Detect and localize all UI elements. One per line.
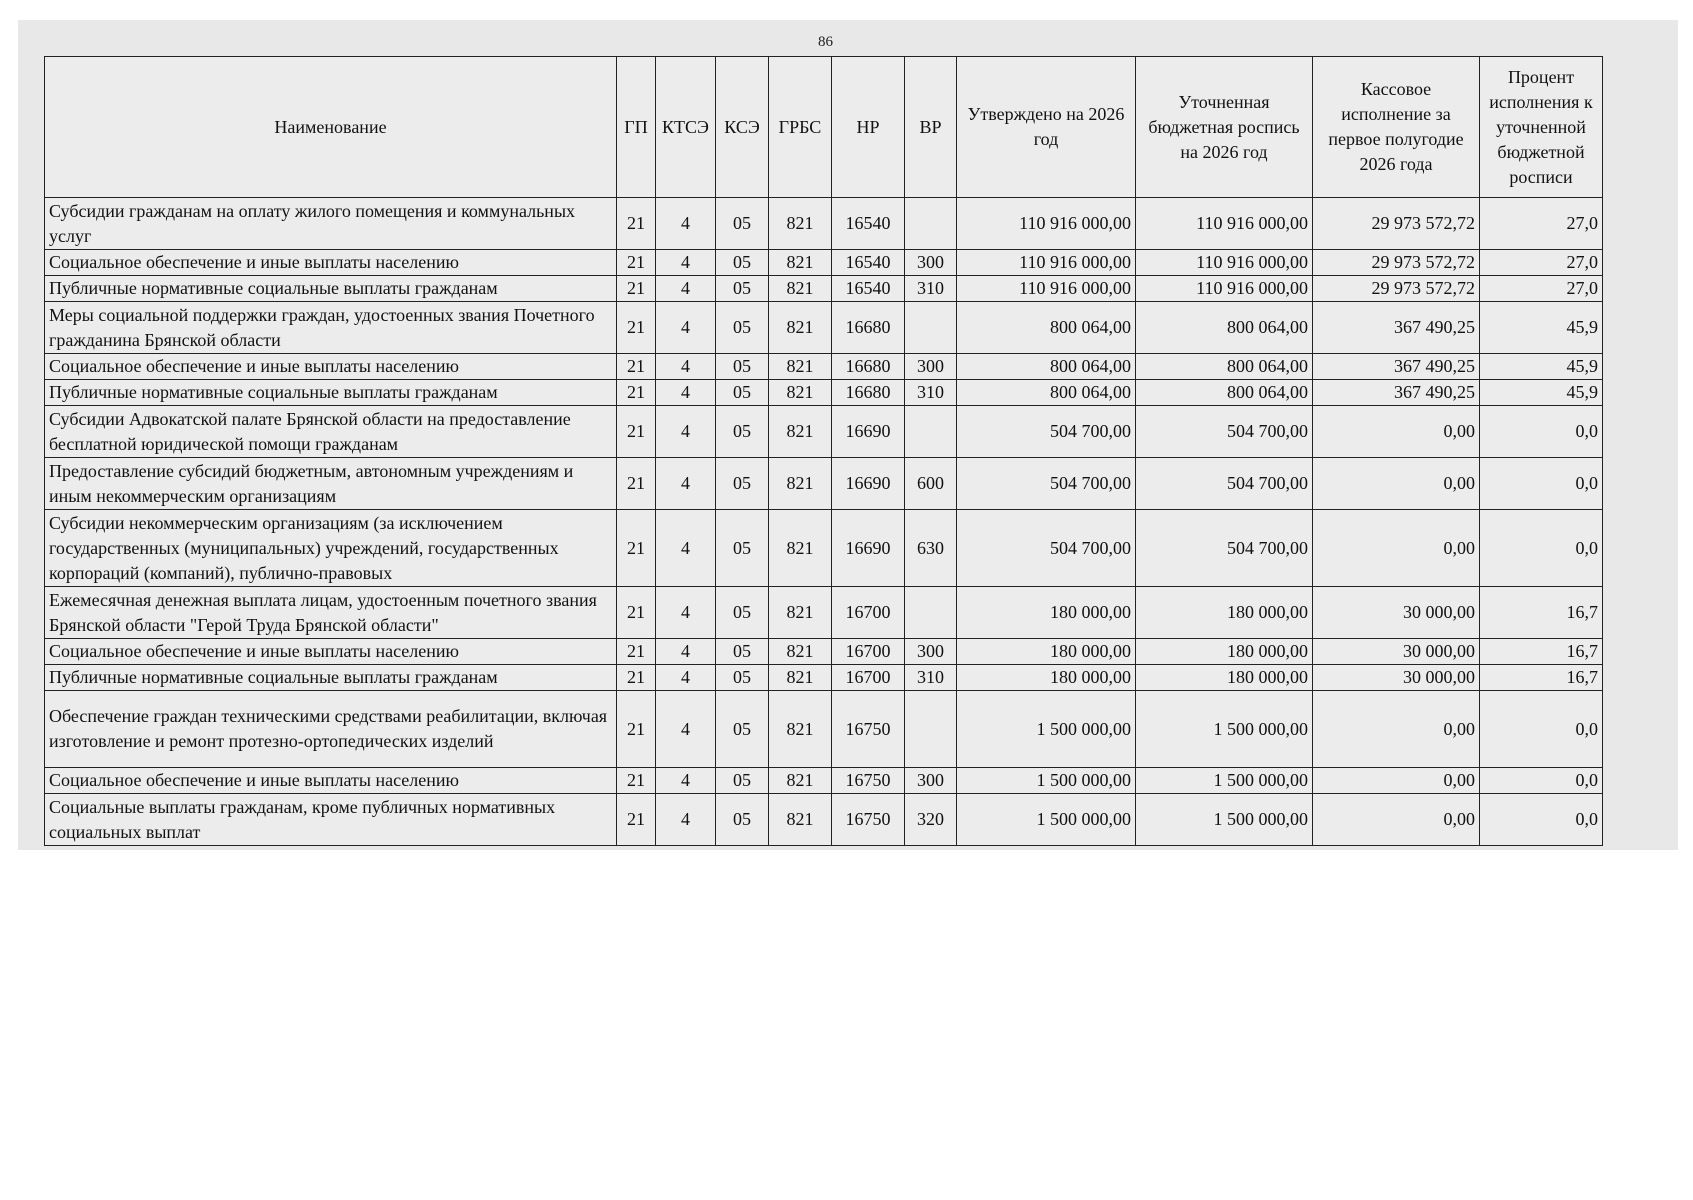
cell-grbs: 821 bbox=[769, 794, 832, 846]
header-ktse: КТСЭ bbox=[656, 57, 716, 198]
cell-gp: 21 bbox=[617, 587, 656, 639]
cell-revised: 800 064,00 bbox=[1136, 354, 1313, 380]
cell-kse: 05 bbox=[716, 794, 769, 846]
header-percent: Процент исполнения к уточненной бюджетной росписи bbox=[1480, 57, 1603, 198]
cell-gp: 21 bbox=[617, 198, 656, 250]
cell-ktse: 4 bbox=[656, 587, 716, 639]
header-grbs: ГРБС bbox=[769, 57, 832, 198]
cell-name: Социальное обеспечение и иные выплаты населению bbox=[45, 354, 617, 380]
cell-revised: 110 916 000,00 bbox=[1136, 250, 1313, 276]
cell-gp: 21 bbox=[617, 406, 656, 458]
cell-executed: 30 000,00 bbox=[1313, 639, 1480, 665]
header-revised: Уточненная бюджетная роспись на 2026 год bbox=[1136, 57, 1313, 198]
cell-revised: 180 000,00 bbox=[1136, 639, 1313, 665]
cell-grbs: 821 bbox=[769, 665, 832, 691]
cell-vr: 300 bbox=[905, 639, 957, 665]
cell-name: Публичные нормативные социальные выплаты гражданам bbox=[45, 276, 617, 302]
cell-percent: 45,9 bbox=[1480, 302, 1603, 354]
cell-revised: 800 064,00 bbox=[1136, 380, 1313, 406]
page-number: 86 bbox=[818, 34, 833, 50]
cell-ktse: 4 bbox=[656, 794, 716, 846]
cell-executed: 0,00 bbox=[1313, 691, 1480, 768]
table-header bbox=[45, 57, 1603, 198]
cell-vr: 300 bbox=[905, 768, 957, 794]
cell-revised: 1 500 000,00 bbox=[1136, 768, 1313, 794]
cell-executed: 0,00 bbox=[1313, 406, 1480, 458]
cell-approved: 504 700,00 bbox=[957, 510, 1136, 587]
cell-name: Обеспечение граждан техническими средствами реабилитации, включая изготовление и ремонт протезно-ортопедических изделий bbox=[45, 691, 617, 768]
cell-approved: 504 700,00 bbox=[957, 406, 1136, 458]
cell-revised: 110 916 000,00 bbox=[1136, 198, 1313, 250]
cell-percent: 27,0 bbox=[1480, 276, 1603, 302]
cell-name: Ежемесячная денежная выплата лицам, удостоенным почетного звания Брянской области "Герой Труда Брянской области" bbox=[45, 587, 617, 639]
cell-ktse: 4 bbox=[656, 380, 716, 406]
cell-grbs: 821 bbox=[769, 406, 832, 458]
cell-revised: 180 000,00 bbox=[1136, 665, 1313, 691]
cell-ktse: 4 bbox=[656, 510, 716, 587]
cell-nr: 16680 bbox=[832, 302, 905, 354]
cell-approved: 800 064,00 bbox=[957, 302, 1136, 354]
cell-approved: 110 916 000,00 bbox=[957, 198, 1136, 250]
cell-executed: 0,00 bbox=[1313, 510, 1480, 587]
cell-name: Социальное обеспечение и иные выплаты населению bbox=[45, 250, 617, 276]
cell-kse: 05 bbox=[716, 458, 769, 510]
cell-ktse: 4 bbox=[656, 691, 716, 768]
cell-vr: 310 bbox=[905, 665, 957, 691]
table-body bbox=[45, 198, 1603, 846]
header-kse: КСЭ bbox=[716, 57, 769, 198]
cell-gp: 21 bbox=[617, 380, 656, 406]
cell-approved: 504 700,00 bbox=[957, 458, 1136, 510]
header-nr: НР bbox=[832, 57, 905, 198]
cell-vr: 300 bbox=[905, 250, 957, 276]
cell-executed: 367 490,25 bbox=[1313, 380, 1480, 406]
cell-name: Меры социальной поддержки граждан, удостоенных звания Почетного гражданина Брянской области bbox=[45, 302, 617, 354]
cell-nr: 16690 bbox=[832, 510, 905, 587]
cell-vr: 310 bbox=[905, 380, 957, 406]
cell-approved: 800 064,00 bbox=[957, 354, 1136, 380]
cell-vr: 310 bbox=[905, 276, 957, 302]
cell-gp: 21 bbox=[617, 639, 656, 665]
cell-nr: 16700 bbox=[832, 665, 905, 691]
cell-percent: 16,7 bbox=[1480, 665, 1603, 691]
cell-gp: 21 bbox=[617, 665, 656, 691]
cell-ktse: 4 bbox=[656, 406, 716, 458]
cell-executed: 30 000,00 bbox=[1313, 587, 1480, 639]
cell-executed: 367 490,25 bbox=[1313, 354, 1480, 380]
cell-percent: 45,9 bbox=[1480, 380, 1603, 406]
table-row bbox=[45, 380, 1603, 406]
table-row bbox=[45, 665, 1603, 691]
cell-nr: 16690 bbox=[832, 458, 905, 510]
table-row bbox=[45, 768, 1603, 794]
cell-percent: 27,0 bbox=[1480, 198, 1603, 250]
cell-name: Субсидии некоммерческим организациям (за исключением государственных (муниципальных) учреждений, государственных корпораций (компаний), публично-правовых bbox=[45, 510, 617, 587]
header-vr: ВР bbox=[905, 57, 957, 198]
cell-approved: 1 500 000,00 bbox=[957, 794, 1136, 846]
cell-percent: 16,7 bbox=[1480, 587, 1603, 639]
cell-ktse: 4 bbox=[656, 768, 716, 794]
cell-gp: 21 bbox=[617, 354, 656, 380]
cell-nr: 16700 bbox=[832, 639, 905, 665]
cell-kse: 05 bbox=[716, 250, 769, 276]
cell-vr bbox=[905, 198, 957, 250]
cell-approved: 180 000,00 bbox=[957, 665, 1136, 691]
cell-percent: 0,0 bbox=[1480, 406, 1603, 458]
cell-nr: 16680 bbox=[832, 380, 905, 406]
cell-executed: 0,00 bbox=[1313, 794, 1480, 846]
cell-ktse: 4 bbox=[656, 354, 716, 380]
cell-kse: 05 bbox=[716, 302, 769, 354]
cell-grbs: 821 bbox=[769, 198, 832, 250]
cell-nr: 16690 bbox=[832, 406, 905, 458]
cell-approved: 1 500 000,00 bbox=[957, 691, 1136, 768]
table-row bbox=[45, 458, 1603, 510]
cell-nr: 16540 bbox=[832, 250, 905, 276]
cell-gp: 21 bbox=[617, 794, 656, 846]
cell-percent: 0,0 bbox=[1480, 691, 1603, 768]
cell-grbs: 821 bbox=[769, 380, 832, 406]
cell-vr: 300 bbox=[905, 354, 957, 380]
header-row bbox=[45, 57, 1603, 198]
budget-table bbox=[44, 56, 1603, 846]
cell-name: Предоставление субсидий бюджетным, автономным учреждениям и иным некоммерческим организациям bbox=[45, 458, 617, 510]
cell-percent: 0,0 bbox=[1480, 768, 1603, 794]
cell-executed: 0,00 bbox=[1313, 458, 1480, 510]
cell-revised: 1 500 000,00 bbox=[1136, 794, 1313, 846]
cell-revised: 180 000,00 bbox=[1136, 587, 1313, 639]
cell-ktse: 4 bbox=[656, 276, 716, 302]
header-name: Наименование bbox=[45, 57, 617, 198]
cell-approved: 110 916 000,00 bbox=[957, 250, 1136, 276]
cell-nr: 16680 bbox=[832, 354, 905, 380]
cell-ktse: 4 bbox=[656, 458, 716, 510]
table-row bbox=[45, 587, 1603, 639]
cell-name: Субсидии Адвокатской палате Брянской области на предоставление бесплатной юридической помощи гражданам bbox=[45, 406, 617, 458]
cell-executed: 0,00 bbox=[1313, 768, 1480, 794]
cell-executed: 367 490,25 bbox=[1313, 302, 1480, 354]
cell-ktse: 4 bbox=[656, 665, 716, 691]
cell-kse: 05 bbox=[716, 587, 769, 639]
cell-grbs: 821 bbox=[769, 354, 832, 380]
cell-nr: 16750 bbox=[832, 768, 905, 794]
cell-name: Социальное обеспечение и иные выплаты населению bbox=[45, 768, 617, 794]
cell-approved: 800 064,00 bbox=[957, 380, 1136, 406]
cell-approved: 180 000,00 bbox=[957, 587, 1136, 639]
cell-ktse: 4 bbox=[656, 250, 716, 276]
cell-nr: 16750 bbox=[832, 691, 905, 768]
table-row bbox=[45, 639, 1603, 665]
cell-name: Публичные нормативные социальные выплаты гражданам bbox=[45, 380, 617, 406]
cell-percent: 27,0 bbox=[1480, 250, 1603, 276]
cell-grbs: 821 bbox=[769, 458, 832, 510]
cell-nr: 16750 bbox=[832, 794, 905, 846]
cell-vr bbox=[905, 587, 957, 639]
cell-name: Социальное обеспечение и иные выплаты населению bbox=[45, 639, 617, 665]
cell-approved: 110 916 000,00 bbox=[957, 276, 1136, 302]
cell-vr: 320 bbox=[905, 794, 957, 846]
cell-approved: 180 000,00 bbox=[957, 639, 1136, 665]
cell-name: Социальные выплаты гражданам, кроме публичных нормативных социальных выплат bbox=[45, 794, 617, 846]
header-gp: ГП bbox=[617, 57, 656, 198]
cell-ktse: 4 bbox=[656, 302, 716, 354]
cell-gp: 21 bbox=[617, 458, 656, 510]
cell-kse: 05 bbox=[716, 691, 769, 768]
table-row bbox=[45, 250, 1603, 276]
cell-ktse: 4 bbox=[656, 198, 716, 250]
cell-grbs: 821 bbox=[769, 510, 832, 587]
cell-percent: 0,0 bbox=[1480, 458, 1603, 510]
cell-gp: 21 bbox=[617, 691, 656, 768]
cell-kse: 05 bbox=[716, 768, 769, 794]
cell-approved: 1 500 000,00 bbox=[957, 768, 1136, 794]
cell-revised: 1 500 000,00 bbox=[1136, 691, 1313, 768]
cell-revised: 504 700,00 bbox=[1136, 510, 1313, 587]
cell-revised: 800 064,00 bbox=[1136, 302, 1313, 354]
cell-percent: 0,0 bbox=[1480, 794, 1603, 846]
cell-vr bbox=[905, 302, 957, 354]
cell-grbs: 821 bbox=[769, 302, 832, 354]
cell-ktse: 4 bbox=[656, 639, 716, 665]
header-approved: Утверждено на 2026 год bbox=[957, 57, 1136, 198]
cell-kse: 05 bbox=[716, 665, 769, 691]
table-row bbox=[45, 276, 1603, 302]
cell-kse: 05 bbox=[716, 510, 769, 587]
table-row bbox=[45, 406, 1603, 458]
cell-kse: 05 bbox=[716, 639, 769, 665]
cell-gp: 21 bbox=[617, 276, 656, 302]
cell-executed: 29 973 572,72 bbox=[1313, 198, 1480, 250]
table-row bbox=[45, 354, 1603, 380]
cell-revised: 110 916 000,00 bbox=[1136, 276, 1313, 302]
header-executed: Кассовое исполнение за первое полугодие 2026 года bbox=[1313, 57, 1480, 198]
table-row bbox=[45, 198, 1603, 250]
cell-gp: 21 bbox=[617, 510, 656, 587]
cell-percent: 0,0 bbox=[1480, 510, 1603, 587]
cell-kse: 05 bbox=[716, 380, 769, 406]
cell-percent: 16,7 bbox=[1480, 639, 1603, 665]
cell-name: Публичные нормативные социальные выплаты гражданам bbox=[45, 665, 617, 691]
cell-grbs: 821 bbox=[769, 276, 832, 302]
cell-vr: 630 bbox=[905, 510, 957, 587]
cell-executed: 30 000,00 bbox=[1313, 665, 1480, 691]
cell-vr bbox=[905, 406, 957, 458]
cell-grbs: 821 bbox=[769, 691, 832, 768]
cell-nr: 16700 bbox=[832, 587, 905, 639]
cell-revised: 504 700,00 bbox=[1136, 458, 1313, 510]
cell-kse: 05 bbox=[716, 276, 769, 302]
cell-gp: 21 bbox=[617, 768, 656, 794]
table-row bbox=[45, 302, 1603, 354]
cell-gp: 21 bbox=[617, 302, 656, 354]
cell-kse: 05 bbox=[716, 198, 769, 250]
cell-nr: 16540 bbox=[832, 198, 905, 250]
cell-vr bbox=[905, 691, 957, 768]
cell-name: Субсидии гражданам на оплату жилого помещения и коммунальных услуг bbox=[45, 198, 617, 250]
cell-grbs: 821 bbox=[769, 587, 832, 639]
cell-nr: 16540 bbox=[832, 276, 905, 302]
table-row bbox=[45, 794, 1603, 846]
cell-vr: 600 bbox=[905, 458, 957, 510]
cell-percent: 45,9 bbox=[1480, 354, 1603, 380]
cell-executed: 29 973 572,72 bbox=[1313, 250, 1480, 276]
cell-grbs: 821 bbox=[769, 250, 832, 276]
cell-grbs: 821 bbox=[769, 768, 832, 794]
cell-grbs: 821 bbox=[769, 639, 832, 665]
cell-kse: 05 bbox=[716, 354, 769, 380]
cell-kse: 05 bbox=[716, 406, 769, 458]
table-row bbox=[45, 691, 1603, 768]
cell-revised: 504 700,00 bbox=[1136, 406, 1313, 458]
cell-executed: 29 973 572,72 bbox=[1313, 276, 1480, 302]
cell-gp: 21 bbox=[617, 250, 656, 276]
table-row bbox=[45, 510, 1603, 587]
